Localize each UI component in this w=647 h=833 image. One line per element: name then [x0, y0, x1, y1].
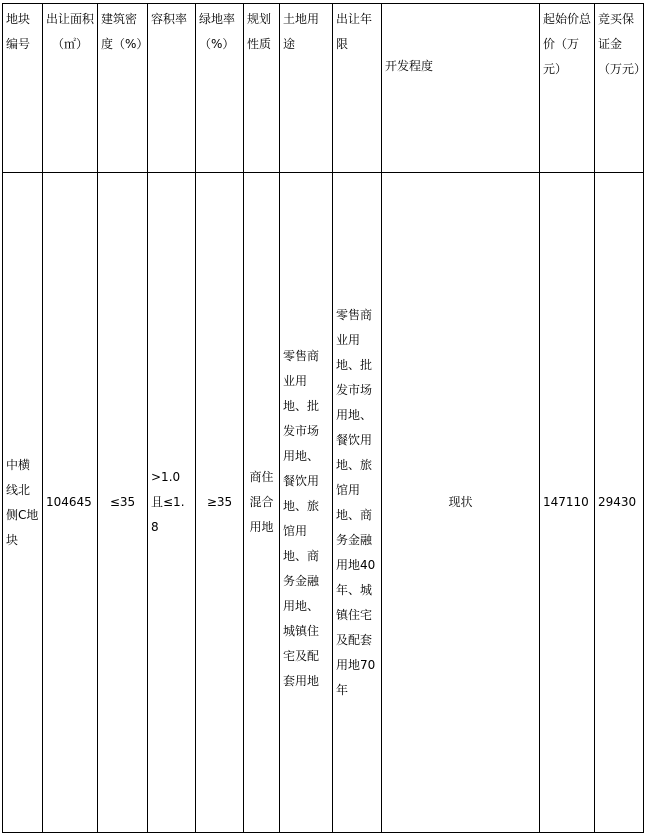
header-deposit: 竞买保证金（万元）: [595, 4, 644, 173]
header-term: 出让年限: [333, 4, 382, 173]
header-area: 出让面积（㎡）: [43, 4, 98, 173]
cell-area: 104645: [43, 173, 98, 833]
table-row: [3, 173, 644, 833]
cell-start-price: 147110: [540, 173, 595, 833]
header-development: 开发程度: [382, 4, 540, 173]
header-start-price: 起始价总价（万元）: [540, 4, 595, 173]
cell-deposit: 29430: [595, 173, 644, 833]
header-row: [3, 4, 644, 173]
header-plot-ratio: 容积率: [148, 4, 196, 173]
header-land-use: 土地用途: [280, 4, 333, 173]
cell-planning-nature: 商住混合用地: [244, 173, 280, 833]
cell-land-use: 零售商业用地、批发市场用地、餐饮用地、旅馆用地、商务金融用地、城镇住宅及配套用地: [280, 173, 333, 833]
land-auction-table: [2, 3, 647, 833]
cell-development: 现状: [382, 173, 540, 833]
header-green-ratio: 绿地率（%）: [196, 4, 244, 173]
cell-term: 零售商业用地、批发市场用地、餐饮用地、旅馆用地、商务金融用地40年、城镇住宅及配套用地70年: [333, 173, 382, 833]
cell-parcel-id: 中横线北侧C地块: [3, 173, 43, 833]
header-building-density: 建筑密度（%）: [98, 4, 148, 173]
header-planning-nature: 规划性质: [244, 4, 280, 173]
cell-building-density: ≤35: [98, 173, 148, 833]
header-parcel-id: 地块编号: [3, 4, 43, 173]
cell-plot-ratio: >1.0且≤1.8: [148, 173, 196, 833]
cell-green-ratio: ≥35: [196, 173, 244, 833]
